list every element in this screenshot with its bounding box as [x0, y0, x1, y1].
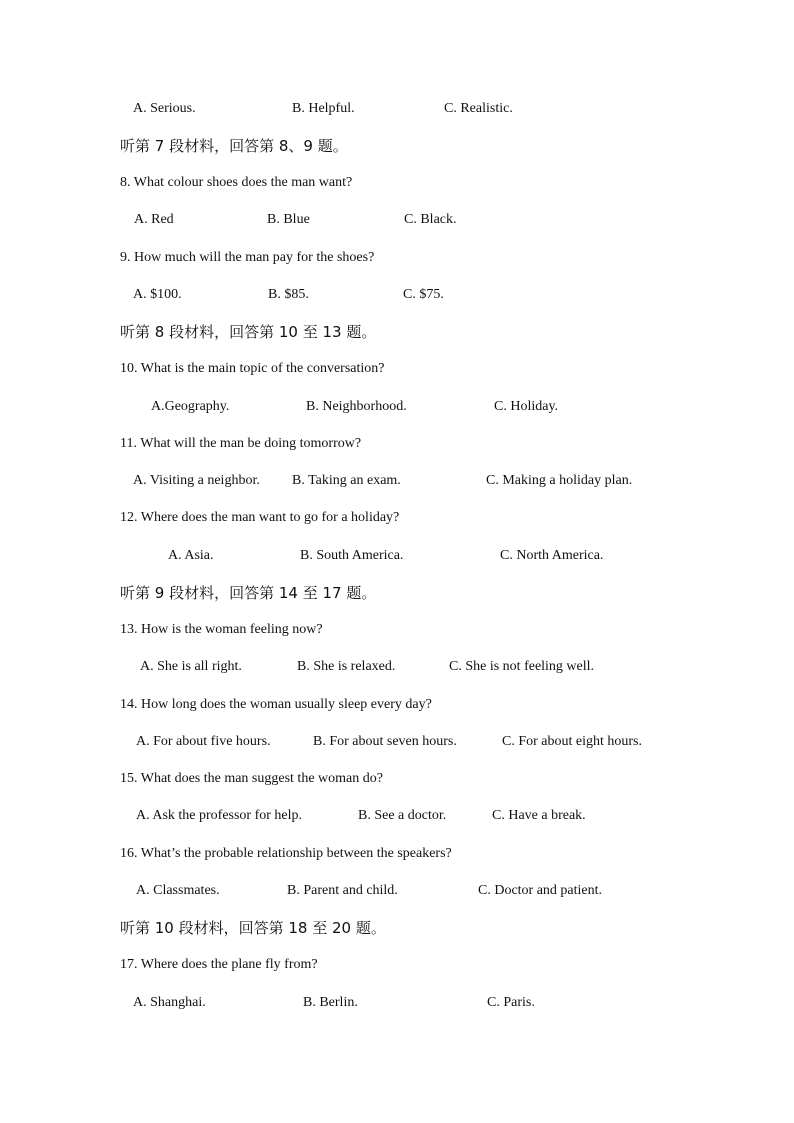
q11-option-a: A. Visiting a neighbor.: [133, 473, 260, 488]
q17-option-a: A. Shanghai.: [133, 995, 206, 1010]
q12-option-c: C. North America.: [500, 548, 604, 563]
q16-question: 16. What’s the probable relationship between the speakers?: [120, 846, 452, 861]
q11-option-b: B. Taking an exam.: [292, 473, 401, 488]
q14-option-a: A. For about five hours.: [136, 734, 271, 749]
q14-question: 14. How long does the woman usually sleep every day?: [120, 697, 432, 712]
q9-question: 9. How much will the man pay for the shoes?: [120, 250, 375, 265]
section-10-heading: 听第 10 段材料，回答第 18 至 20 题。: [120, 919, 386, 937]
q11-option-c: C. Making a holiday plan.: [486, 473, 633, 488]
q12-question: 12. Where does the man want to go for a holiday?: [120, 510, 400, 525]
q15-option-c: C. Have a break.: [492, 808, 586, 823]
q7-option-a: A. Serious.: [133, 101, 196, 116]
q14-option-b: B. For about seven hours.: [313, 734, 457, 749]
q9-option-c: C. $75.: [403, 287, 444, 302]
section-9-heading: 听第 9 段材料，回答第 14 至 17 题。: [120, 584, 377, 602]
q10-option-b: B. Neighborhood.: [306, 399, 407, 414]
q17-option-b: B. Berlin.: [303, 995, 358, 1010]
q17-option-c: C. Paris.: [487, 995, 535, 1010]
q10-question: 10. What is the main topic of the conversation?: [120, 361, 385, 376]
q16-option-b: B. Parent and child.: [287, 883, 398, 898]
q13-option-c: C. She is not feeling well.: [449, 659, 595, 674]
q9-option-a: A. $100.: [133, 287, 182, 302]
q11-question: 11. What will the man be doing tomorrow?: [120, 436, 362, 451]
q15-question: 15. What does the man suggest the woman do?: [120, 771, 383, 786]
q9-option-b: B. $85.: [268, 287, 309, 302]
q12-option-b: B. South America.: [300, 548, 404, 563]
q10-option-c: C. Holiday.: [494, 399, 559, 414]
q14-option-c: C. For about eight hours.: [502, 734, 642, 749]
q13-option-a: A. She is all right.: [140, 659, 242, 674]
q12-option-a: A. Asia.: [168, 548, 214, 563]
q8-option-b: B. Blue: [267, 212, 310, 227]
q15-option-a: A. Ask the professor for help.: [136, 808, 303, 823]
q8-option-c: C. Black.: [404, 212, 457, 227]
q15-option-b: B. See a doctor.: [358, 808, 447, 823]
q16-option-c: C. Doctor and patient.: [478, 883, 603, 898]
q10-option-a: A.Geography.: [151, 399, 230, 414]
q13-option-b: B. She is relaxed.: [297, 659, 396, 674]
q13-question: 13. How is the woman feeling now?: [120, 622, 323, 637]
section-7-heading: 听第 7 段材料，回答第 8、9 题。: [120, 137, 348, 155]
q8-question: 8. What colour shoes does the man want?: [120, 175, 353, 190]
q7-option-b: B. Helpful.: [292, 101, 355, 116]
q17-question: 17. Where does the plane fly from?: [120, 957, 318, 972]
section-8-heading: 听第 8 段材料，回答第 10 至 13 题。: [120, 323, 377, 341]
q16-option-a: A. Classmates.: [136, 883, 220, 898]
q8-option-a: A. Red: [134, 212, 174, 227]
q7-option-c: C. Realistic.: [444, 101, 513, 116]
